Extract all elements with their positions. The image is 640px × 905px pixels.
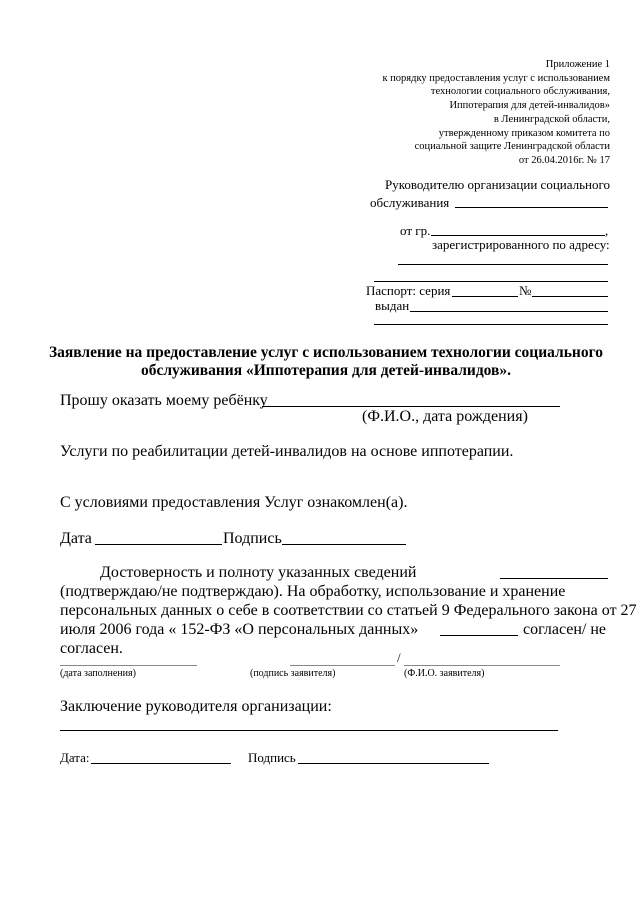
applicant-name-hint: (Ф.И.О. заявителя) <box>404 668 485 679</box>
passport-number-sign: № <box>519 283 532 298</box>
request-label: Прошу оказать моему ребёнку <box>60 392 268 409</box>
from-citizen-label: от гр. <box>400 223 431 238</box>
passport-issued-field-line[interactable] <box>410 311 608 312</box>
appendix-line: технологии социального обслуживания, <box>430 86 610 98</box>
appendix-line: социальной защите Ленинградской области <box>414 141 610 153</box>
signature-field-line[interactable] <box>282 544 406 545</box>
fill-date-hint: (дата заполнения) <box>60 668 136 679</box>
document-title <box>40 344 612 380</box>
title-line-2: обслуживания «Иппотерапия для детей-инвалидов». <box>140 362 512 379</box>
child-name-field-line[interactable] <box>262 406 560 407</box>
applicant-name-field-line[interactable] <box>404 665 560 666</box>
slash: / <box>397 650 401 665</box>
consent-line-4b: согласен/ не <box>523 621 607 638</box>
passport-series-label: Паспорт: серия <box>366 283 451 298</box>
date-label: Дата <box>60 530 92 547</box>
conclusion-date-label: Дата: <box>60 750 90 765</box>
organization-field-line[interactable] <box>455 207 608 208</box>
appendix-header <box>382 58 610 168</box>
comma: , <box>605 223 609 238</box>
child-name-hint: (Ф.И.О., дата рождения) <box>362 408 528 425</box>
consent-field-line[interactable] <box>440 635 518 636</box>
consent-line-3: персональных данных о себе в соответствии со статьей 9 Федерального закона от 27 <box>60 602 637 619</box>
registered-address-label: зарегистрированного по адресу: <box>432 237 610 252</box>
conclusion-signature-field-line[interactable] <box>298 763 489 764</box>
conclusion-field-line[interactable] <box>60 730 558 731</box>
addressee-line-1: Руководителю организации социального <box>384 177 610 192</box>
services-text: Услуги по реабилитации детей-инвалидов на основе иппотерапии. <box>60 443 514 460</box>
consent-line-4a: июля 2006 года « 152-ФЗ «О персональных данных» <box>60 621 419 638</box>
consent-line-5: согласен. <box>60 640 123 657</box>
acquainted-text: С условиями предоставления Услуг ознакомлен(а). <box>60 494 408 511</box>
conclusion-label: Заключение руководителя организации: <box>60 698 332 715</box>
conclusion-date-field-line[interactable] <box>91 763 231 764</box>
applicant-signature-hint: (подпись заявителя) <box>250 668 336 679</box>
address-field-line-1[interactable] <box>398 264 608 265</box>
conclusion-signature-label: Подпись <box>248 750 296 765</box>
passport-series-field-line[interactable] <box>452 296 518 297</box>
passport-number-field-line[interactable] <box>532 296 608 297</box>
addressee-line-2: обслуживания <box>370 195 450 210</box>
appendix-line: в Ленинградской области, <box>493 113 610 125</box>
consent-line-2: (подтверждаю/не подтверждаю). На обработку, использование и хранение <box>60 583 566 600</box>
citizen-name-field-line[interactable] <box>431 235 605 236</box>
confirm-field-line[interactable] <box>500 578 608 579</box>
title-line-1: Заявление на предоставление услуг с использованием технологии социального <box>48 344 604 361</box>
passport-issued-field-line-2[interactable] <box>374 324 608 325</box>
appendix-line: Иппотерапия для детей-инвалидов» <box>449 100 610 112</box>
signature-label: Подпись <box>223 530 282 547</box>
applicant-signature-field-line[interactable] <box>290 665 395 666</box>
fill-date-field-line[interactable] <box>60 665 197 666</box>
appendix-line: утвержденному приказом комитета по <box>438 127 610 139</box>
passport-issued-label: выдан <box>375 298 410 313</box>
consent-line-1: Достоверность и полноту указанных сведений <box>100 564 417 581</box>
appendix-line: Приложение 1 <box>545 59 610 70</box>
appendix-line: к порядку предоставления услуг с использованием <box>382 72 610 84</box>
date-field-line[interactable] <box>95 544 222 545</box>
address-field-line-2[interactable] <box>374 281 608 282</box>
appendix-line: от 26.04.2016г. № 17 <box>518 154 610 166</box>
